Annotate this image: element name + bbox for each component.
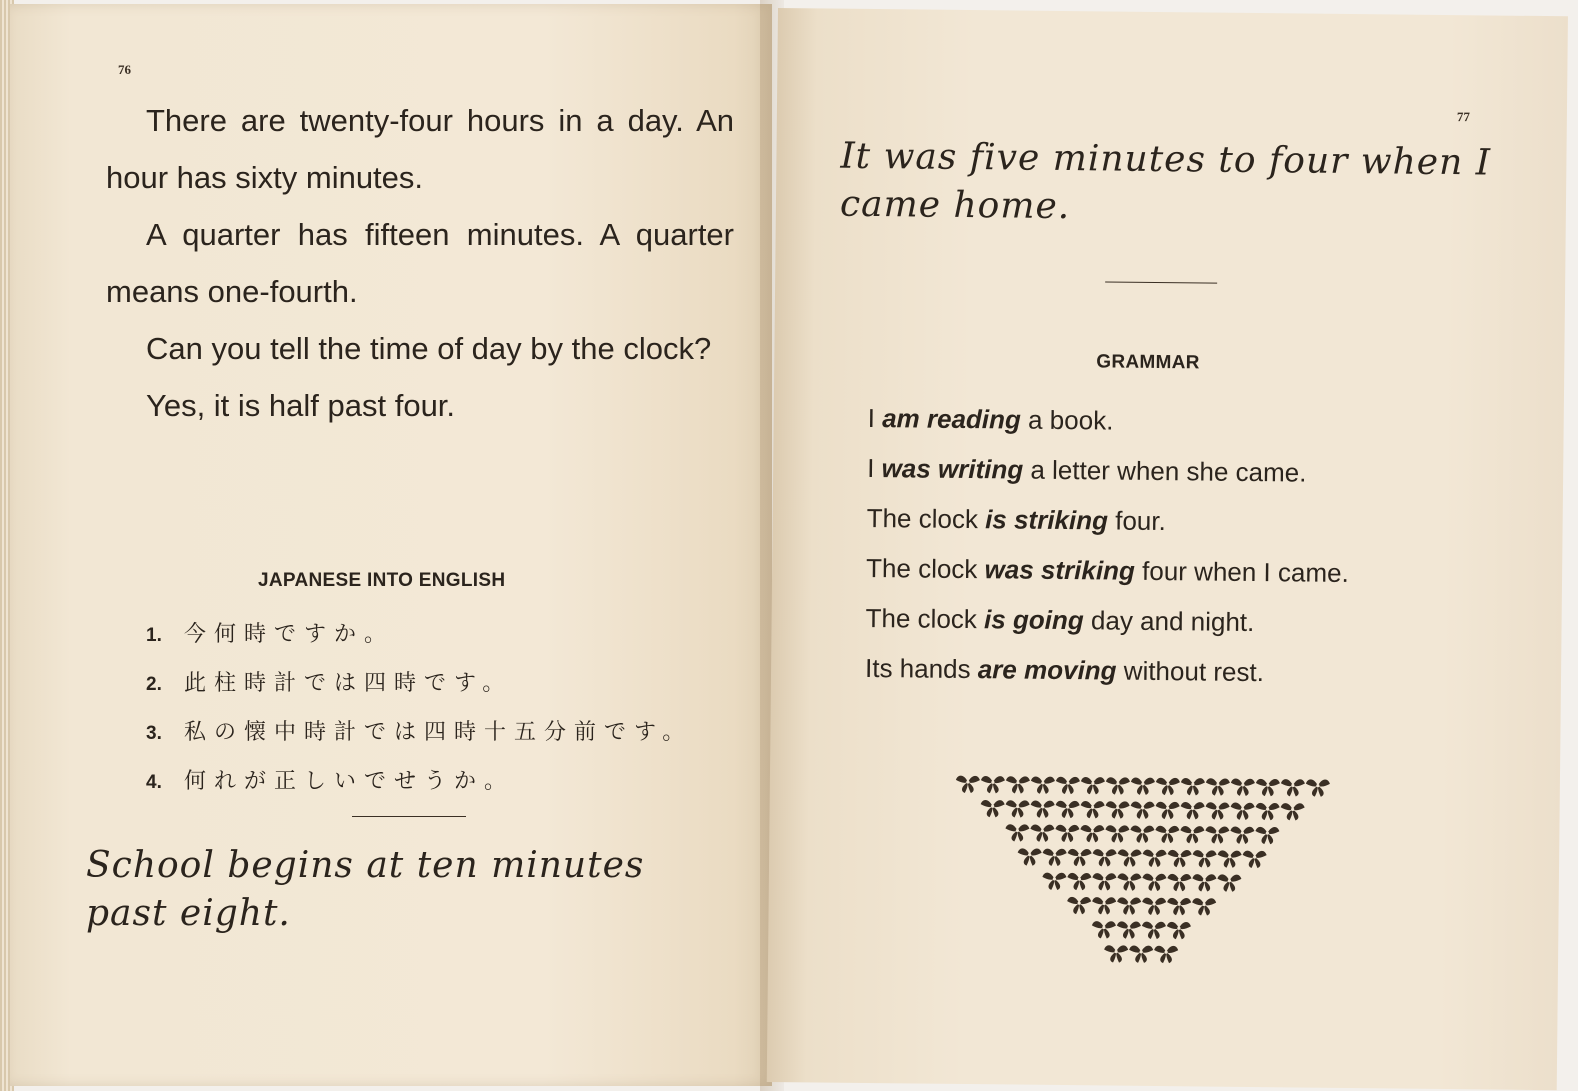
- emphasis-text: was writing: [881, 453, 1024, 485]
- ornament-leaf: [1056, 801, 1080, 819]
- ornament-leaf: [1104, 945, 1128, 963]
- ornament-leaf: [1056, 777, 1080, 795]
- plain-text: I: [867, 402, 883, 434]
- ornament-leaf: [1155, 826, 1179, 844]
- ornament-leaf: [1156, 778, 1180, 796]
- plain-text: a book.: [1020, 404, 1114, 436]
- list-item: [146, 757, 692, 806]
- ornament-leaf: [1031, 800, 1055, 818]
- ornament-leaf: [1042, 873, 1066, 891]
- left-page: [10, 4, 772, 1086]
- ornament-leaf: [1156, 802, 1180, 820]
- ornament-leaf: [1006, 776, 1030, 794]
- paragraph: There are twenty-four hours in a day. An hour has sixty minutes.: [106, 103, 734, 195]
- ornament-leaf: [1181, 802, 1205, 820]
- ornament-leaf: [956, 776, 980, 794]
- ornament-leaf: [1018, 848, 1042, 866]
- item-text: 此柱時計では四時です。: [184, 671, 513, 696]
- ornament-leaf: [981, 800, 1005, 818]
- ornament-leaf: [1067, 897, 1091, 915]
- ornament-leaf: [1043, 849, 1067, 867]
- ornament-leaf: [1193, 850, 1217, 868]
- paragraph: A quarter has fifteen minutes. A quarter means one-fourth.: [106, 217, 734, 309]
- ornament-leaf: [1092, 897, 1116, 915]
- ornament-leaf: [1131, 801, 1155, 819]
- ornament-leaf: [1117, 897, 1141, 915]
- ornament-leaf: [1068, 849, 1092, 867]
- ornament-leaf: [1006, 800, 1030, 818]
- plain-text: The clock: [866, 502, 986, 535]
- list-item: [146, 610, 692, 659]
- ornament-leaf: [1093, 849, 1117, 867]
- ornament-leaf: [1192, 874, 1216, 892]
- list-item: [866, 543, 1349, 598]
- ornament-leaf: [1218, 850, 1242, 868]
- ornament-leaf: [1180, 826, 1204, 844]
- ornament-leaf: [1030, 824, 1054, 842]
- plain-text: four.: [1107, 505, 1166, 537]
- ornament-leaf: [1092, 921, 1116, 939]
- ornament-leaf: [1142, 922, 1166, 940]
- item-number: 4.: [146, 772, 162, 793]
- plain-text: without rest.: [1116, 655, 1265, 688]
- emphasis-text: are moving: [977, 654, 1117, 686]
- ornament-leaf: [1118, 849, 1142, 867]
- ornament-leaf: [1192, 898, 1216, 916]
- ornament-leaf: [1181, 778, 1205, 796]
- plain-text: The clock: [865, 602, 985, 635]
- plain-text: Its hands: [864, 652, 978, 685]
- paragraph: Yes, it is half past four.: [146, 388, 456, 423]
- ornament-leaf: [1117, 921, 1141, 939]
- item-number: 2.: [146, 674, 162, 695]
- plain-text: day and night.: [1083, 605, 1255, 638]
- ornament-leaf: [1256, 803, 1280, 821]
- ornament-leaf: [1143, 850, 1167, 868]
- ornament-leaf: [1106, 777, 1130, 795]
- ornament-leaf: [1105, 825, 1129, 843]
- right-page: [767, 8, 1568, 1090]
- plain-text: I: [867, 452, 882, 484]
- list-item: [146, 659, 692, 708]
- grammar-list: [865, 393, 1351, 698]
- ornament-leaf: [1154, 946, 1178, 964]
- ornament-leaf: [1081, 801, 1105, 819]
- item-text: 何れが正しいでせうか。: [184, 769, 515, 794]
- page-number: 77: [1456, 109, 1470, 125]
- ornament-leaf: [1142, 898, 1166, 916]
- emphasis-text: am reading: [882, 403, 1022, 435]
- ornament-leaf: [1231, 779, 1255, 797]
- ornament-leaf: [1131, 777, 1155, 795]
- ornament-leaf: [1055, 825, 1079, 843]
- handwritten-note: School begins at ten minutes past eight.: [86, 845, 645, 934]
- divider: [352, 816, 466, 817]
- item-number: 1.: [146, 625, 162, 646]
- emphasis-text: is going: [983, 604, 1084, 636]
- list-item: [867, 443, 1350, 498]
- exercise-heading: JAPANESE INTO ENGLISH: [258, 570, 506, 591]
- plain-text: a letter when she came.: [1023, 454, 1307, 488]
- ornament-leaf: [1067, 873, 1091, 891]
- page-number: 76: [118, 62, 131, 77]
- list-item: [865, 643, 1348, 698]
- list-item: [865, 593, 1348, 648]
- item-number: 3.: [146, 723, 162, 744]
- emphasis-text: is striking: [985, 504, 1109, 536]
- plain-text: The clock: [865, 552, 985, 585]
- grammar-heading: GRAMMAR: [1096, 351, 1200, 374]
- ornament-leaf: [1081, 777, 1105, 795]
- ornament-leaf: [1080, 825, 1104, 843]
- divider: [1105, 281, 1217, 283]
- ornament-leaf: [1117, 873, 1141, 891]
- ornament-leaf: [1243, 851, 1267, 869]
- emphasis-text: was striking: [984, 554, 1136, 586]
- plain-text: four when I came.: [1134, 555, 1349, 589]
- ornament-leaf: [1231, 803, 1255, 821]
- ornament-leaf: [981, 776, 1005, 794]
- ornament-leaf: [1256, 779, 1280, 797]
- ornament-leaf: [1167, 874, 1191, 892]
- ornament-leaf: [1167, 898, 1191, 916]
- ornament-leaf: [1230, 827, 1254, 845]
- ornament-leaf: [1031, 776, 1055, 794]
- ornament-leaf: [1142, 874, 1166, 892]
- list-item: [867, 393, 1350, 448]
- ornament-leaf: [1217, 874, 1241, 892]
- exercise-list: [146, 610, 692, 806]
- list-item: [146, 708, 692, 757]
- handwritten-note: It was five minutes to four when I came home.: [839, 135, 1492, 228]
- floral-ornament: [946, 770, 1338, 974]
- ornament-leaf: [1092, 873, 1116, 891]
- ornament-leaf: [1281, 779, 1305, 797]
- ornament-leaf: [1206, 778, 1230, 796]
- prose-block: [106, 92, 734, 434]
- item-text: 今何時ですか。: [184, 622, 395, 647]
- ornament-leaf: [1168, 850, 1192, 868]
- list-item: [866, 493, 1349, 548]
- ornament-leaf: [1205, 826, 1229, 844]
- ornament-leaf: [1106, 801, 1130, 819]
- item-text: 私の懐中時計では四時十五分前です。: [184, 720, 693, 745]
- ornament-leaf: [1206, 802, 1230, 820]
- ornament-leaf: [1167, 922, 1191, 940]
- ornament-leaf: [1281, 803, 1305, 821]
- ornament-leaf: [1005, 824, 1029, 842]
- ornament-leaf: [1306, 779, 1330, 797]
- ornament-leaf: [1130, 825, 1154, 843]
- ornament-leaf: [1129, 945, 1153, 963]
- ornament-leaf: [1255, 827, 1279, 845]
- paragraph: Can you tell the time of day by the clock?: [146, 331, 712, 366]
